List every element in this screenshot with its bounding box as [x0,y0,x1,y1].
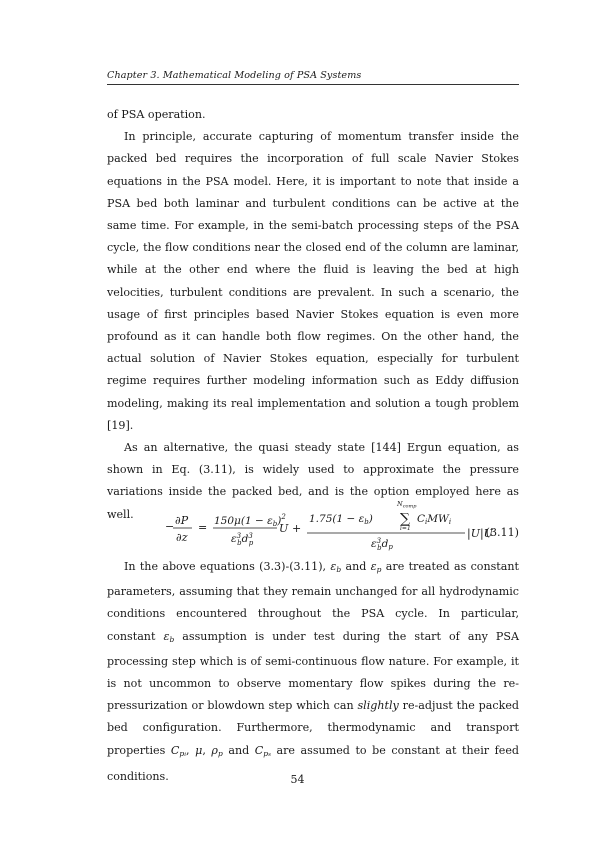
paragraph-1: of PSA operation. [107,108,206,121]
equals-sign: = [198,521,208,534]
plus-sign: + [292,522,302,535]
term1-denominator: $\varepsilon^3$ $bd^3$ p [231,532,254,547]
ergun-equation [107,497,519,553]
sum-lower-limit: i=1 [400,525,411,532]
velocity-U: U [279,522,289,535]
body-text-top [107,104,519,526]
lhs-denominator: ∂z [176,531,188,544]
ergun-equation-svg [107,497,519,553]
term1-numerator: $150\mu(1 - \varepsilon b)^2$ [214,513,286,528]
emphasis-slightly: slightly [357,699,399,713]
lhs-numerator: ∂P [175,514,189,527]
term2-numerator-left: 1.75(1 − εb) [309,513,373,526]
equation-number: (3.11) [485,526,519,539]
page-number: 54 [290,773,305,786]
minus-sign: − [165,520,175,533]
term2-denominator: $\varepsilon^3$ bdp [371,537,393,552]
running-head: Chapter 3. Mathematical Modeling of PSA Systems [107,70,362,81]
sum-upper-limit: $N_{comp}$ [397,500,417,510]
body-text-bottom [107,556,519,788]
paragraph-2: In principle, accurate capturing of momentum transfer inside the packed bed requires the incorporation of full scale Navier Stokes equations in the PSA model. Here, it is important to note that inside a PSA bed both laminar and turbulent conditions can be active at the same time. For example, in the semi-batch processing steps of the PSA cycle, the flow conditions near the closed end of the column are laminar, while at the other end where the fluid is leaving the bed at high velocities, turbulent conditions are prevalent. In such a scenario, the usage of first principles based Navier Stokes equation is even more profound as it can handle both flow regimes. On the other hand, the actual solution of Navier Stokes equation, especially for turbulent regime requires further modeling information such as Eddy diffusion modeling, making its real implementation and solution a tough problem [19]. [107,130,519,432]
summation-sign: ∑ [400,511,410,527]
header-rule [107,84,519,85]
paragraph-4: In the above equations (3.3)-(3.11), $\varepsilon_b$ and $\varepsilon_p$ are treated as constant parameters, assuming that they remain unchanged for all hydrodynamic conditions encountered throughout the PSA cycle. In particular, constant $\varepsilon_b$ assumption is under test during the start of any PSA processing step which is of semi-continuous flow nature. For example, it is not uncommon to observe momentary flow spikes during the re-pressurization or blowdown step which can slightly re-adjust the packed bed configuration. Furthermore, thermodynamic and transport properties $C_{pi}$, μ, $\rho_p$ and $C_{ps}$ are assumed to be constant at their feed conditions. [107,560,519,783]
sum-body: CiMWi [417,513,452,526]
abs-U-U: |U|U [467,527,493,540]
paragraph-3: As an alternative, the quasi steady state [144] Ergun equation, as shown in Eq. (3.11), is widely used to approximate the pressure variations inside the packed bed, and is the option employed here as well. [107,441,519,521]
